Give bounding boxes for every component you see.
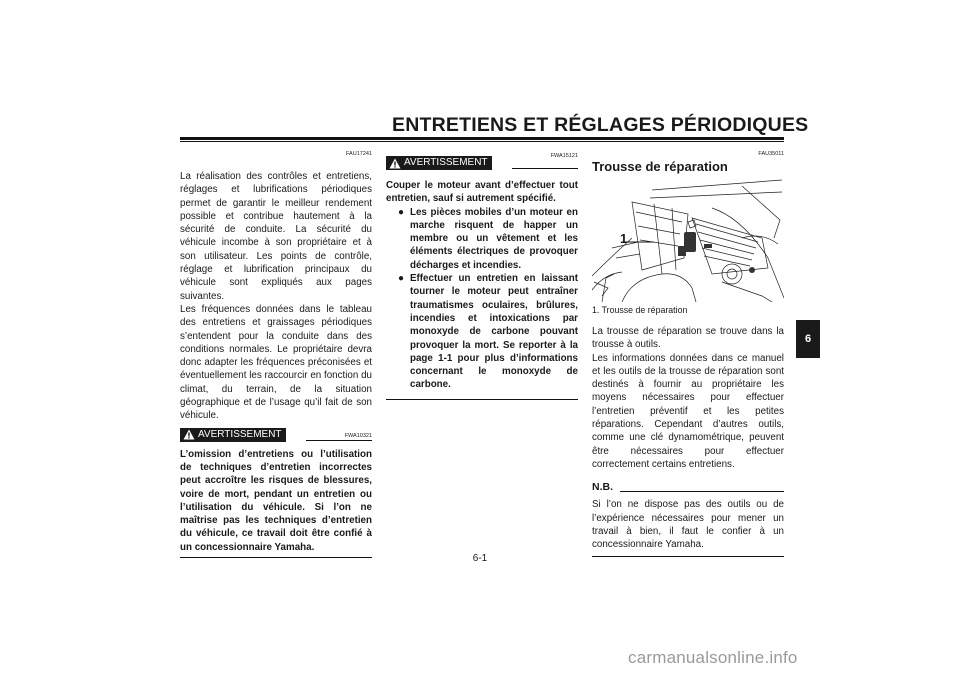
reference-code: FAU17241 [346, 151, 372, 157]
page-title: ENTRETIENS ET RÉGLAGES PÉRIODIQUES [392, 114, 809, 136]
section-paragraph-1: La trousse de réparation se trouve dans la trousse à outils. [592, 326, 784, 351]
warning-label-text: AVERTISSEMENT [404, 157, 488, 168]
warning-rule [306, 440, 372, 441]
intro-paragraph-2: Les fréquences données dans le tableau des entretiens et graissages périodiques s’entendent pour la conduite dans des conditions normales. Le propriétaire devra donc adapter les fréquences préconisées et éventuellement les raccourcir en fonction du climat, du terrain, de la situation géographique et de l’usage qu’il fait de son véhicule. [180, 303, 372, 422]
note-label: N.B. [592, 481, 613, 494]
warning-end-rule [180, 557, 372, 558]
list-item [386, 272, 578, 392]
warning-label [386, 156, 492, 170]
bullet-icon: ● [398, 206, 405, 218]
intro-paragraph-1: La réalisation des contrôles et entretiens, réglages et lubrifications périodiques permet de garantir le meilleur rendement possible et contribue hautement à la sécurité de conduite. La sécurité du véhicule incombe à son propriétaire et à son utilisateur. Les points de contrôle, réglage et lubrification principaux du véhicule sont expliqués aux pages suivantes. [180, 171, 372, 302]
watermark-link[interactable]: carmanualsonline.info [628, 648, 798, 667]
note-header [592, 481, 784, 495]
warning-rule [512, 168, 578, 169]
header-rule [180, 137, 784, 140]
list-item [386, 206, 578, 272]
bullet-text: Les pièces mobiles d’un moteur en marche risquent de happer un membre ou un vêtement et les éléments électriques de provoquer décharges et incendies. [410, 206, 578, 271]
warning-code: FWA15121 [550, 153, 578, 159]
warning-code: FWA10321 [344, 432, 372, 439]
warning-end-rule [386, 399, 578, 400]
warning-header [386, 154, 578, 172]
column-right [592, 150, 784, 557]
header-rule-thin [180, 141, 784, 142]
column-middle [386, 150, 578, 400]
section-paragraph-2: Les informations données dans ce manuel et les outils de la trousse de réparation sont destinés à fournir au propriétaire les moyens nécessaires pour effectuer l’entretien préventif et les petites réparations. Cependant d’autres outils, comme une clé dynamométrique, peuvent être nécessaires pour effectuer correctement certains entretiens. [592, 352, 784, 470]
bullet-icon: ● [398, 273, 405, 285]
warning-label-text: AVERTISSEMENT [198, 428, 282, 440]
intro-text [180, 170, 372, 423]
bullet-text: Effectuer un entretien en laissant tourner le moteur peut entraîner traumatismes oculaires, brûlures, incendies et intoxications par monoxyde de carbone pouvant provoquer la mort. Se reporter à la page 1-1 pour plus d’informations concernant le monoxyde de carbone. [410, 273, 578, 391]
warning-label [180, 428, 286, 442]
note-end-rule [592, 556, 784, 557]
warning-header [180, 426, 372, 444]
page-number: 6-1 [472, 553, 488, 564]
section-text [592, 325, 784, 471]
note-rule [620, 491, 784, 492]
reference-code: FAU35011 [758, 151, 784, 157]
column-left [180, 150, 372, 558]
warning-triangle-icon [389, 158, 401, 169]
figure-callout: 1 [620, 231, 628, 246]
chapter-tab[interactable]: 6 [796, 320, 820, 358]
section-title: Trousse de réparation [592, 159, 728, 174]
motorcycle-figure [592, 178, 784, 302]
figure-caption: 1. Trousse de réparation [592, 305, 688, 315]
warning-text: L’omission d’entretiens ou l’utilisation de techniques d’entretien incorrectes peut accroître les risques de blessures, voire de mort, pendant un entretien ou l’utilisation du véhicule. Si l’on ne maîtrise pas les techniques d’entretien du véhicule, ce travail doit être confié à un concessionnaire Yamaha. [180, 448, 372, 553]
note-text: Si l’on ne dispose pas des outils ou de l’expérience nécessaires pour mener un travail à bien, il faut le confier à un concessionnaire Yamaha. [592, 499, 784, 551]
warning-triangle-icon [183, 429, 195, 440]
warning-intro: Couper le moteur avant d’effectuer tout entretien, sauf si autrement spécifié. [386, 180, 578, 205]
